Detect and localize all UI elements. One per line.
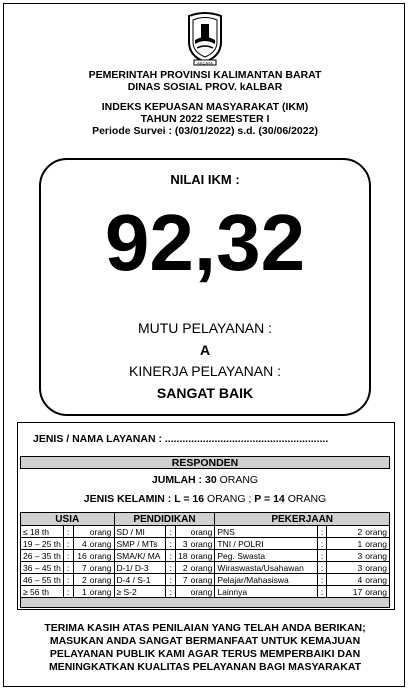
gender-l-unit: ORANG ; bbox=[207, 493, 252, 505]
job-count bbox=[327, 550, 390, 562]
footer-line-1: TERIMA KASIH ATAS PENILAIAN YANG TELAH ANDA BERIKAN; bbox=[44, 622, 366, 634]
job-count-value: 17 bbox=[352, 586, 363, 597]
gender-label: JENIS KELAMIN : bbox=[83, 493, 172, 505]
education-category: D-4 / S-1 bbox=[114, 574, 166, 586]
unit-label: orang bbox=[190, 526, 213, 537]
service-value: ........................................................ bbox=[164, 433, 329, 445]
respondent-gender bbox=[0, 493, 410, 505]
gender-p-unit: ORANG bbox=[287, 493, 327, 505]
unit-label: orang bbox=[190, 574, 213, 585]
job-count bbox=[327, 526, 390, 538]
education-count bbox=[176, 526, 215, 538]
unit-label: orang bbox=[89, 574, 112, 585]
service-line bbox=[33, 433, 328, 445]
education-category: D-1/ D-3 bbox=[114, 562, 166, 574]
table-row bbox=[21, 562, 390, 574]
age-category: ≤ 18 th bbox=[21, 526, 64, 538]
job-count-value: 1 bbox=[357, 538, 363, 549]
table-row bbox=[21, 538, 390, 550]
job-category: Peg. Swasta bbox=[215, 550, 317, 562]
education-category: SMP / MTs bbox=[114, 538, 166, 550]
mutu-label: MUTU PELAYANAN : bbox=[137, 320, 273, 336]
unit-label: orang bbox=[365, 586, 387, 597]
sep: : bbox=[63, 538, 73, 550]
education-count-value: 2 bbox=[182, 562, 188, 573]
job-count bbox=[327, 538, 390, 550]
age-count-value: 7 bbox=[82, 562, 87, 573]
header-pekerjaan: PEKERJAAN bbox=[215, 513, 390, 526]
unit-label: orang bbox=[365, 550, 387, 561]
table-row bbox=[21, 574, 390, 586]
kinerja-label: KINERJA PELAYANAN : bbox=[129, 363, 281, 379]
sep: : bbox=[317, 526, 327, 538]
header-line-2: DINAS SOSIAL PROV. kALBAR bbox=[127, 81, 283, 93]
education-count bbox=[176, 562, 215, 574]
job-count-value: 4 bbox=[357, 574, 363, 585]
age-count bbox=[73, 526, 114, 538]
score-card bbox=[39, 158, 371, 416]
respondent-total bbox=[0, 474, 410, 486]
logo-motto: AKCAYA bbox=[197, 60, 213, 66]
mutu-value: A bbox=[199, 342, 211, 358]
table-row bbox=[21, 526, 390, 538]
unit-label: orang bbox=[190, 586, 213, 597]
total-unit: ORANG bbox=[219, 474, 259, 486]
sep: : bbox=[63, 562, 73, 574]
job-category: PNS bbox=[215, 526, 317, 538]
sep: : bbox=[317, 538, 327, 550]
table-footer-bar bbox=[21, 598, 390, 608]
footer-line-4: MENINGKATKAN KUALITAS PELAYANAN BAGI MASYARAKAT bbox=[48, 661, 362, 673]
header-line-4: TAHUN 2022 SEMESTER I bbox=[140, 113, 270, 125]
sep: : bbox=[317, 574, 327, 586]
education-category: ≥ S-2 bbox=[114, 586, 166, 598]
total-value: 30 bbox=[204, 474, 217, 486]
job-category: Wiraswasta/Usahawan bbox=[215, 562, 317, 574]
job-count-value: 2 bbox=[357, 526, 363, 537]
job-count bbox=[327, 586, 390, 598]
kalbar-coat-of-arms-icon bbox=[181, 8, 229, 66]
job-category: TNI / POLRI bbox=[215, 538, 317, 550]
sep: : bbox=[63, 550, 73, 562]
sep: : bbox=[317, 550, 327, 562]
unit-label: orang bbox=[89, 550, 112, 561]
education-count-value: 7 bbox=[182, 574, 188, 585]
footer-line-3: PELAYANAN PUBLIK KAMI AGAR TERUS MEMPERBAIKI DAN bbox=[49, 648, 361, 660]
closing-message bbox=[0, 622, 410, 674]
sep: : bbox=[166, 562, 176, 574]
age-category: 36 – 45 th bbox=[21, 562, 64, 574]
education-count bbox=[176, 586, 215, 598]
job-count-value: 3 bbox=[357, 550, 363, 561]
sep: : bbox=[166, 574, 176, 586]
education-count-value: 18 bbox=[178, 550, 188, 561]
table-row bbox=[21, 550, 390, 562]
sep: : bbox=[63, 586, 73, 598]
sep: : bbox=[63, 574, 73, 586]
sep: : bbox=[317, 562, 327, 574]
sep: : bbox=[317, 586, 327, 598]
age-count-value: 4 bbox=[82, 538, 87, 549]
sep: : bbox=[166, 550, 176, 562]
score-value: 92,32 bbox=[104, 198, 306, 287]
unit-label: orang bbox=[365, 538, 387, 549]
header-line-5: Periode Survei : (03/01/2022) s.d. (30/06/2022) bbox=[92, 125, 318, 137]
sep: : bbox=[166, 538, 176, 550]
age-count-value: 1 bbox=[82, 586, 87, 597]
age-count bbox=[73, 538, 114, 550]
age-count-value: 2 bbox=[82, 574, 87, 585]
unit-label: orang bbox=[365, 562, 387, 573]
age-count bbox=[73, 550, 114, 562]
age-count bbox=[73, 586, 114, 598]
unit-label: orang bbox=[190, 562, 213, 573]
job-count bbox=[327, 574, 390, 586]
age-count-value: 16 bbox=[77, 550, 87, 561]
education-count-value: 3 bbox=[182, 538, 188, 549]
education-count bbox=[176, 538, 215, 550]
unit-label: orang bbox=[365, 526, 387, 537]
job-category: Lainnya bbox=[215, 586, 317, 598]
header-pendidikan: PENDIDIKAN bbox=[114, 513, 215, 526]
unit-label: orang bbox=[89, 586, 112, 597]
unit-label: orang bbox=[365, 574, 387, 585]
job-category: Pelajar/Mahasiswa bbox=[215, 574, 317, 586]
age-category: 19 – 25 th bbox=[21, 538, 64, 550]
service-label: JENIS / NAMA LAYANAN : bbox=[33, 433, 162, 445]
sep: : bbox=[166, 526, 176, 538]
unit-label: orang bbox=[89, 538, 112, 549]
age-category: ≥ 56 th bbox=[21, 586, 64, 598]
age-category: 46 – 55 th bbox=[21, 574, 64, 586]
job-count bbox=[327, 562, 390, 574]
kinerja-value: SANGAT BAIK bbox=[156, 385, 254, 401]
unit-label: orang bbox=[190, 538, 213, 549]
age-count bbox=[73, 574, 114, 586]
header-line-1: PEMERINTAH PROVINSI KALIMANTAN BARAT bbox=[88, 69, 322, 81]
education-count bbox=[176, 550, 215, 562]
footer-line-2: MASUKAN ANDA SANGAT BERMANFAAT UNTUK KEMAJUAN bbox=[49, 635, 361, 647]
score-label: NILAI IKM : bbox=[170, 172, 240, 187]
unit-label: orang bbox=[190, 550, 213, 561]
education-category: SMA/K/ MA bbox=[114, 550, 166, 562]
table-row bbox=[21, 586, 390, 598]
sep: : bbox=[166, 586, 176, 598]
gender-p: P = 14 bbox=[254, 493, 285, 505]
unit-label: orang bbox=[89, 562, 112, 573]
total-label: JUMLAH : bbox=[151, 474, 203, 486]
gender-l: L = 16 bbox=[174, 493, 205, 505]
education-category: SD / MI bbox=[114, 526, 166, 538]
education-count bbox=[176, 574, 215, 586]
header-usia: USIA bbox=[21, 513, 115, 526]
header-line-3: INDEKS KEPUASAN MASYARAKAT (IKM) bbox=[101, 101, 309, 113]
age-count bbox=[73, 562, 114, 574]
sep: : bbox=[63, 526, 73, 538]
respondent-table bbox=[20, 512, 390, 608]
respondent-title: RESPONDEN bbox=[171, 457, 239, 469]
age-category: 26 – 35 th bbox=[21, 550, 64, 562]
job-count-value: 3 bbox=[357, 562, 363, 573]
unit-label: orang bbox=[89, 526, 112, 537]
